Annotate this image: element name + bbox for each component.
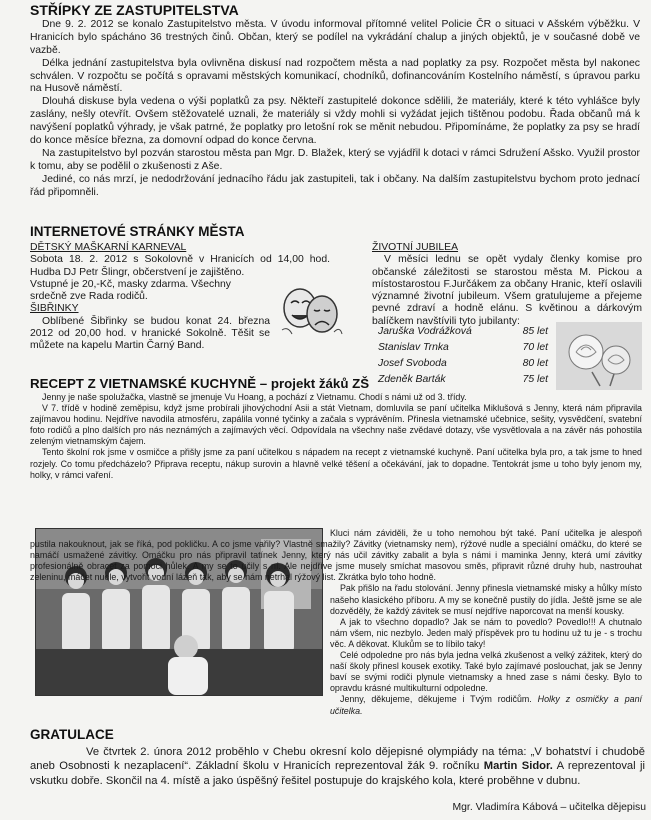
gratulace-heading: GRATULACE bbox=[30, 727, 114, 742]
recept-paragraph-1: Jenny je naše spolužačka, vlastně se jmenuje Vu Hoang, a pochází z Vietnamu. Chodí s námi už od 3. třídy. bbox=[42, 392, 467, 402]
list-item: Jaruška Vodrážková 85 let bbox=[378, 326, 548, 337]
recept-paragraph-3: Tento školní rok jsme v osmičce a přišly jsme za paní učitelkou s nápadem na recept z vietnamské kuchyně. Paní učitelka byla pro, a tak jsme to hned rozjely. Co tomu předcházelo? Připrava receptu, nákup surovin a hlavně velké těšení a očekávání, jak to dopadne. Tentokrát jsme u toho byly jenom my, holky, v rámci vaření. bbox=[30, 447, 642, 480]
recept-paragraph-6: A jak to všechno dopadlo? Jak se nám to povedlo? Povedlo!!! A chutnalo nám všem, nic nezbylo. Jeden malý příspěvek pro tu hodinu už tu je - s trochu věc. A děkovat. Klukům se to líbilo taky! bbox=[330, 616, 642, 649]
jubilea-column bbox=[372, 242, 642, 385]
sibrinky-title: ŠIBŘINKY bbox=[30, 303, 79, 315]
jubilea-title: ŽIVOTNÍ JUBILEA bbox=[372, 242, 459, 253]
stripky-paragraph-1: Dne 9. 2. 2012 se konalo Zastupitelstvo města. V úvodu informoval přítomné velitel Policie ČR o situaci v Ašském výběžku. V Hranicích bylo spácháno 36 trestných činů. Občan, který se podílel na vykrádání chalup a jiných objektů, je v současné době ve vazbě. bbox=[30, 18, 640, 56]
recept-section bbox=[30, 376, 642, 480]
jubilea-text: V měsíci lednu se opět vydaly členky komise pro občanské záležitosti se starostou města M. Pickou a místostarostou F.Jurčákem za občany Hranic, kteří oslavili významné životní jubileum. Všem gratulujeme a přejeme pevné zdraví a hodně elánu. S květinou a dárkovým balíčkem navštívili tyto jubilanty: bbox=[372, 254, 642, 327]
stripky-section bbox=[30, 4, 640, 200]
author-signature: Mgr. Vladimíra Kábová – učitelka dějepisu bbox=[452, 802, 646, 813]
list-item: Josef Svoboda 80 let bbox=[378, 358, 548, 369]
gratulace-section bbox=[30, 727, 645, 788]
karneval-title: DĚTSKÝ MAŠKARNÍ KARNEVAL bbox=[30, 242, 187, 253]
recept-right-column bbox=[30, 528, 643, 717]
recept-intro bbox=[30, 392, 642, 481]
student-name: Martin Sidor. bbox=[483, 760, 553, 773]
karneval-text: Sobota 18. 2. 2012 s Sokolovně v Hranicích od 14,00 hod. Hudba DJ Petr Šlingr, občerstvení je zajištěno. bbox=[30, 254, 330, 278]
stripky-paragraph-3: Dlouhá diskuse byla vedena o výši poplatků za psy. Někteří zastupitelé dokonce sdělili, že materiály, které k této vyhlášce byly zaslány, nešly otevřít. Ovšem stěžovatelé uznali, že materiály si vždy mohli si vyžádat jejich tištěnou podobu. Řada občanů má k navýšení poplatků výhrady, je však patrné, že poplatky pro letošní rok se měnit nebudou. Připomínáme, že poplatky za psy se hradí do konce měsíce března, za domovní odpad do konce června. bbox=[30, 96, 640, 147]
list-item: Zdeněk Barták 75 let bbox=[378, 374, 548, 385]
gratulace-text: Ve čtvrtek 2. února 2012 proběhlo v Chebu okresní kolo dějepisné olympiády na téma: „V bohatství i chudobě aneb Osobnosti k nezaplacení“. Základní školu v Hranicích reprezentoval žák 9. ročníku Martin Sidor. A reprezentoval ji vskutku dobře. Skončil na 4. místě a jako úspěšný řešitel postupuje do krajského kola, které proběhne v dubnu. bbox=[30, 746, 645, 787]
recept-thanks: Jenny, děkujeme, děkujeme i Tvým rodičům. Holky z osmičky a paní učitelka. bbox=[330, 694, 643, 716]
recept-paragraph-4: Kluci nám záviděli, že u toho nemohou být také. Paní učitelka je alespoň pustila nakouknout, jak se říká, pod pokličku. A co jsme vařily? Vlastně smažily? Závitky (vietnamsky nem), rýžové nudle a speciální omáčku, do které se namáčí usmažené závitky. Omáčku pro nás připravil tatínek Jenny, který nás učil závitky zabalit a byla s námi i maminka Jenny, která umí závitky profesionálně obracet za pomoci hůlek. A my se to učily s ní. Ale nejdříve jsme musely smíchat masovou směs, připravit různé druhy hub, nastrouhat zeleninu, máčet nudle, vytvořit vodní lázeň tak, aby se nám netrhal rýžový list. Zkrátka bylo toho hodně. bbox=[30, 528, 642, 583]
recept-paragraph-7: Celé odpoledne pro nás byla jedna velká zkušenost a velký zážitek, který do naší školy přinesl kousek exotiky. Také bylo zajímavé poslouchat, jak se Jenny baví se svými rodiči plynule vietnamsky a hned zase s námi česky. Bylo to opravdu krásné multikulturní odpoledne. bbox=[330, 650, 642, 694]
list-item: Stanislav Trnka 70 let bbox=[378, 342, 548, 353]
stripky-paragraph-4: Na zastupitelstvo byl pozván starostou města pan Mgr. D. Blažek, který se vyjádřil k dotaci v rámci Sdružení Ašsko. Využil prostor k tomu, aby se podělil o zkušenosti z Aše. bbox=[30, 147, 640, 172]
recept-signature: Holky z osmičky a paní učitelka. bbox=[330, 694, 643, 716]
stripky-heading: STŘÍPKY ZE ZASTUPITELSTVA bbox=[30, 2, 239, 18]
carnival-masks-icon bbox=[278, 286, 344, 338]
karneval-text-2: Vstupné je 20,-Kč, masky zdarma. Všechny srdečně zve Rada rodičů. bbox=[30, 278, 231, 303]
stripky-paragraph-5: Jediné, co nás mrzí, je nedodržování jednacího řádu jak zastupiteli, tak i občany. Na dalším zastupitelstvu bychom proto jednací řád připomněli. bbox=[30, 173, 640, 198]
recept-heading: RECEPT Z VIETNAMSKÉ KUCHYNĚ – projekt žáků ZŠ bbox=[30, 376, 370, 391]
recept-paragraph-2: V 7. třídě v hodině zeměpisu, když jsme probírali jihovýchodní Asii a stát Vietnam, domluvila se paní učitelka Miklušová s Jenny, která nám připravila zajímavou hodinu. Nejdříve navodila atmosféru, zapálila vonné tyčinky a začala s vyprávěním. Přinesla vietnamské učebnice, sešity, vysvědčení, svatební foto rodičů a plno dalších pro nás neznámých a zajímavých věcí. Odpovídala na všechny naše zvědavé dotazy, vše vysvětlovala a na závěr nás pohostila zeleným vietnamským čajem. bbox=[30, 403, 642, 447]
sibrinky-text: Oblíbené Šibřinky se budou konat 24. března 2012 od 20,00 hod. v hranické Sokolně. Těšit se můžete na kapelu Martin Čarný Band. bbox=[30, 315, 270, 352]
stripky-paragraph-2: Délka jednání zastupitelstva byla ovlivněna diskusí nad rozpočtem města a nad poplatky za psy. Rozpočet města byl nakonec schválen. V rozpočtu se počítá s opravami městských komunikací, chodníků, dofinancováním Kostelního náměstí, s úpravou parku na Husově náměstí. bbox=[30, 57, 640, 95]
internet-heading: INTERNETOVÉ STRÁNKY MĚSTA bbox=[30, 224, 245, 239]
recept-paragraph-5: Pak přišlo na řadu stolování. Jenny přinesla vietnamské misky a hůlky místo našeho klasického příboru. A my se konečně pustily do jídla. Ještě jsme se ale dozvěděly, že každý závitek se musí nejdříve naporcovat na menší kousky. bbox=[330, 583, 642, 616]
